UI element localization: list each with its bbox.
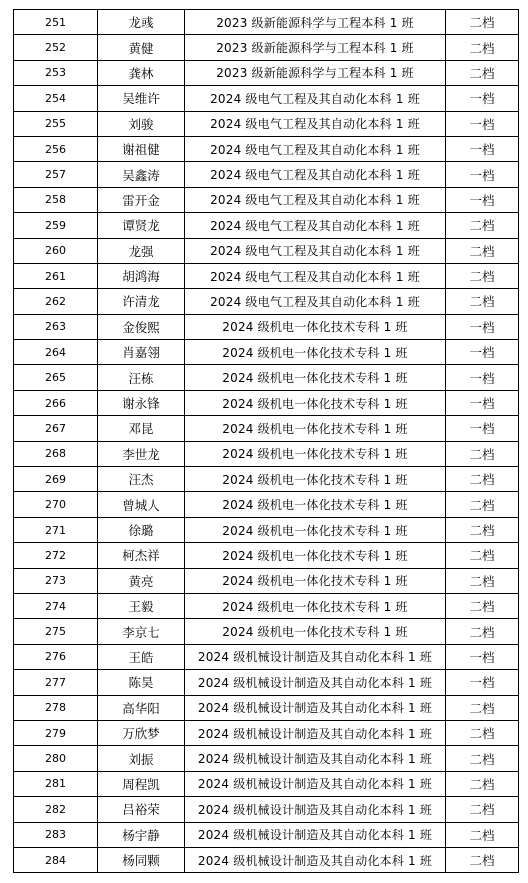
table-row — [14, 695, 519, 720]
student-name-cell: 万欣梦 — [98, 720, 185, 745]
student-name-cell: 杨宇静 — [98, 822, 185, 847]
student-name-cell: 龙彧 — [98, 10, 185, 35]
row-number-cell: 283 — [14, 822, 98, 847]
table-row — [14, 771, 519, 796]
table-row — [14, 136, 519, 161]
grade-level-cell: 二档 — [446, 263, 519, 288]
row-number-cell: 259 — [14, 213, 98, 238]
student-name-cell: 汪杰 — [98, 467, 185, 492]
grade-level-cell: 一档 — [446, 340, 519, 365]
row-number-cell: 271 — [14, 517, 98, 542]
table-row — [14, 720, 519, 745]
student-name-cell: 肖嘉翎 — [98, 340, 185, 365]
table-row — [14, 390, 519, 415]
table-row — [14, 187, 519, 212]
class-name-cell: 2024 级机械设计制造及其自动化本科 1 班 — [185, 746, 446, 771]
table-row — [14, 797, 519, 822]
row-number-cell: 253 — [14, 60, 98, 85]
class-name-cell: 2024 级机电一体化技术专科 1 班 — [185, 568, 446, 593]
student-name-cell: 谭贤龙 — [98, 213, 185, 238]
row-number-cell: 282 — [14, 797, 98, 822]
class-name-cell: 2023 级新能源科学与工程本科 1 班 — [185, 60, 446, 85]
student-table — [13, 9, 519, 873]
student-name-cell: 陈昊 — [98, 670, 185, 695]
class-name-cell: 2024 级电气工程及其自动化本科 1 班 — [185, 111, 446, 136]
row-number-cell: 278 — [14, 695, 98, 720]
row-number-cell: 268 — [14, 441, 98, 466]
student-name-cell: 吕裕荣 — [98, 797, 185, 822]
student-name-cell: 邓昆 — [98, 416, 185, 441]
row-number-cell: 263 — [14, 314, 98, 339]
table-row — [14, 568, 519, 593]
class-name-cell: 2024 级机械设计制造及其自动化本科 1 班 — [185, 847, 446, 872]
class-name-cell: 2024 级机械设计制造及其自动化本科 1 班 — [185, 695, 446, 720]
grade-level-cell: 二档 — [446, 289, 519, 314]
row-number-cell: 265 — [14, 365, 98, 390]
table-row — [14, 746, 519, 771]
student-name-cell: 汪栋 — [98, 365, 185, 390]
grade-level-cell: 一档 — [446, 111, 519, 136]
row-number-cell: 266 — [14, 390, 98, 415]
row-number-cell: 260 — [14, 238, 98, 263]
grade-level-cell: 二档 — [446, 720, 519, 745]
class-name-cell: 2024 级机械设计制造及其自动化本科 1 班 — [185, 797, 446, 822]
class-name-cell: 2024 级机电一体化技术专科 1 班 — [185, 543, 446, 568]
grade-level-cell: 一档 — [446, 136, 519, 161]
student-name-cell: 刘骏 — [98, 111, 185, 136]
student-name-cell: 龙强 — [98, 238, 185, 263]
grade-level-cell: 二档 — [446, 746, 519, 771]
table-row — [14, 111, 519, 136]
grade-level-cell: 二档 — [446, 492, 519, 517]
grade-level-cell: 二档 — [446, 213, 519, 238]
row-number-cell: 262 — [14, 289, 98, 314]
row-number-cell: 279 — [14, 720, 98, 745]
row-number-cell: 267 — [14, 416, 98, 441]
row-number-cell: 281 — [14, 771, 98, 796]
class-name-cell: 2024 级机电一体化技术专科 1 班 — [185, 314, 446, 339]
grade-level-cell: 二档 — [446, 593, 519, 618]
table-row — [14, 365, 519, 390]
class-name-cell: 2024 级机电一体化技术专科 1 班 — [185, 365, 446, 390]
class-name-cell: 2024 级机电一体化技术专科 1 班 — [185, 441, 446, 466]
student-name-cell: 胡鸿海 — [98, 263, 185, 288]
grade-level-cell: 二档 — [446, 441, 519, 466]
student-name-cell: 徐璐 — [98, 517, 185, 542]
grade-level-cell: 二档 — [446, 797, 519, 822]
class-name-cell: 2024 级电气工程及其自动化本科 1 班 — [185, 238, 446, 263]
student-name-cell: 王毅 — [98, 593, 185, 618]
student-name-cell: 金俊熙 — [98, 314, 185, 339]
class-name-cell: 2024 级机电一体化技术专科 1 班 — [185, 340, 446, 365]
student-name-cell: 许清龙 — [98, 289, 185, 314]
table-row — [14, 60, 519, 85]
student-name-cell: 李京七 — [98, 619, 185, 644]
table-row — [14, 847, 519, 872]
grade-level-cell: 二档 — [446, 847, 519, 872]
class-name-cell: 2024 级机电一体化技术专科 1 班 — [185, 593, 446, 618]
class-name-cell: 2024 级电气工程及其自动化本科 1 班 — [185, 263, 446, 288]
class-name-cell: 2024 级机电一体化技术专科 1 班 — [185, 619, 446, 644]
row-number-cell: 276 — [14, 644, 98, 669]
grade-level-cell: 二档 — [446, 822, 519, 847]
student-name-cell: 黄健 — [98, 35, 185, 60]
table-row — [14, 441, 519, 466]
class-name-cell: 2023 级新能源科学与工程本科 1 班 — [185, 10, 446, 35]
row-number-cell: 254 — [14, 86, 98, 111]
row-number-cell: 272 — [14, 543, 98, 568]
class-name-cell: 2024 级电气工程及其自动化本科 1 班 — [185, 289, 446, 314]
student-name-cell: 杨同颗 — [98, 847, 185, 872]
row-number-cell: 264 — [14, 340, 98, 365]
grade-level-cell: 一档 — [446, 314, 519, 339]
row-number-cell: 273 — [14, 568, 98, 593]
row-number-cell: 280 — [14, 746, 98, 771]
class-name-cell: 2024 级机电一体化技术专科 1 班 — [185, 492, 446, 517]
student-name-cell: 谢祖健 — [98, 136, 185, 161]
class-name-cell: 2024 级电气工程及其自动化本科 1 班 — [185, 187, 446, 212]
row-number-cell: 269 — [14, 467, 98, 492]
grade-level-cell: 一档 — [446, 86, 519, 111]
student-name-cell: 谢永锋 — [98, 390, 185, 415]
table-row — [14, 467, 519, 492]
grade-level-cell: 二档 — [446, 543, 519, 568]
grade-level-cell: 二档 — [446, 10, 519, 35]
grade-level-cell: 一档 — [446, 390, 519, 415]
table-row — [14, 213, 519, 238]
row-number-cell: 270 — [14, 492, 98, 517]
table-row — [14, 543, 519, 568]
class-name-cell: 2024 级电气工程及其自动化本科 1 班 — [185, 162, 446, 187]
row-number-cell: 274 — [14, 593, 98, 618]
student-name-cell: 吴维许 — [98, 86, 185, 111]
table-row — [14, 162, 519, 187]
table-row — [14, 517, 519, 542]
student-name-cell: 黄亮 — [98, 568, 185, 593]
grade-level-cell: 二档 — [446, 60, 519, 85]
grade-level-cell: 一档 — [446, 187, 519, 212]
row-number-cell: 257 — [14, 162, 98, 187]
grade-level-cell: 一档 — [446, 365, 519, 390]
student-name-cell: 刘振 — [98, 746, 185, 771]
grade-level-cell: 二档 — [446, 467, 519, 492]
row-number-cell: 275 — [14, 619, 98, 644]
class-name-cell: 2024 级机电一体化技术专科 1 班 — [185, 467, 446, 492]
class-name-cell: 2024 级机电一体化技术专科 1 班 — [185, 517, 446, 542]
class-name-cell: 2024 级机械设计制造及其自动化本科 1 班 — [185, 720, 446, 745]
table-row — [14, 263, 519, 288]
class-name-cell: 2024 级机电一体化技术专科 1 班 — [185, 390, 446, 415]
class-name-cell: 2024 级电气工程及其自动化本科 1 班 — [185, 86, 446, 111]
table-row — [14, 86, 519, 111]
grade-level-cell: 二档 — [446, 619, 519, 644]
class-name-cell: 2024 级机械设计制造及其自动化本科 1 班 — [185, 771, 446, 796]
table-row — [14, 10, 519, 35]
row-number-cell: 284 — [14, 847, 98, 872]
row-number-cell: 258 — [14, 187, 98, 212]
table-row — [14, 289, 519, 314]
row-number-cell: 256 — [14, 136, 98, 161]
class-name-cell: 2023 级新能源科学与工程本科 1 班 — [185, 35, 446, 60]
student-name-cell: 王皓 — [98, 644, 185, 669]
table-row — [14, 340, 519, 365]
table-row — [14, 492, 519, 517]
student-name-cell: 李世龙 — [98, 441, 185, 466]
class-name-cell: 2024 级机电一体化技术专科 1 班 — [185, 416, 446, 441]
row-number-cell: 277 — [14, 670, 98, 695]
grade-level-cell: 一档 — [446, 644, 519, 669]
row-number-cell: 252 — [14, 35, 98, 60]
grade-level-cell: 二档 — [446, 238, 519, 263]
student-list-sheet — [13, 9, 519, 873]
grade-level-cell: 一档 — [446, 162, 519, 187]
student-name-cell: 龚林 — [98, 60, 185, 85]
row-number-cell: 261 — [14, 263, 98, 288]
grade-level-cell: 一档 — [446, 416, 519, 441]
table-row — [14, 416, 519, 441]
row-number-cell: 251 — [14, 10, 98, 35]
student-name-cell: 雷开金 — [98, 187, 185, 212]
table-row — [14, 644, 519, 669]
grade-level-cell: 一档 — [446, 670, 519, 695]
student-name-cell: 柯杰祥 — [98, 543, 185, 568]
grade-level-cell: 二档 — [446, 517, 519, 542]
class-name-cell: 2024 级电气工程及其自动化本科 1 班 — [185, 213, 446, 238]
table-row — [14, 35, 519, 60]
class-name-cell: 2024 级电气工程及其自动化本科 1 班 — [185, 136, 446, 161]
student-name-cell: 高华阳 — [98, 695, 185, 720]
table-row — [14, 314, 519, 339]
grade-level-cell: 二档 — [446, 35, 519, 60]
class-name-cell: 2024 级机械设计制造及其自动化本科 1 班 — [185, 822, 446, 847]
row-number-cell: 255 — [14, 111, 98, 136]
table-row — [14, 593, 519, 618]
table-row — [14, 619, 519, 644]
table-row — [14, 822, 519, 847]
grade-level-cell: 二档 — [446, 568, 519, 593]
student-name-cell: 吴鑫涛 — [98, 162, 185, 187]
student-name-cell: 曾城人 — [98, 492, 185, 517]
class-name-cell: 2024 级机械设计制造及其自动化本科 1 班 — [185, 644, 446, 669]
table-row — [14, 670, 519, 695]
grade-level-cell: 二档 — [446, 771, 519, 796]
table-body — [14, 10, 519, 873]
grade-level-cell: 二档 — [446, 695, 519, 720]
student-name-cell: 周程凯 — [98, 771, 185, 796]
table-row — [14, 238, 519, 263]
class-name-cell: 2024 级机械设计制造及其自动化本科 1 班 — [185, 670, 446, 695]
